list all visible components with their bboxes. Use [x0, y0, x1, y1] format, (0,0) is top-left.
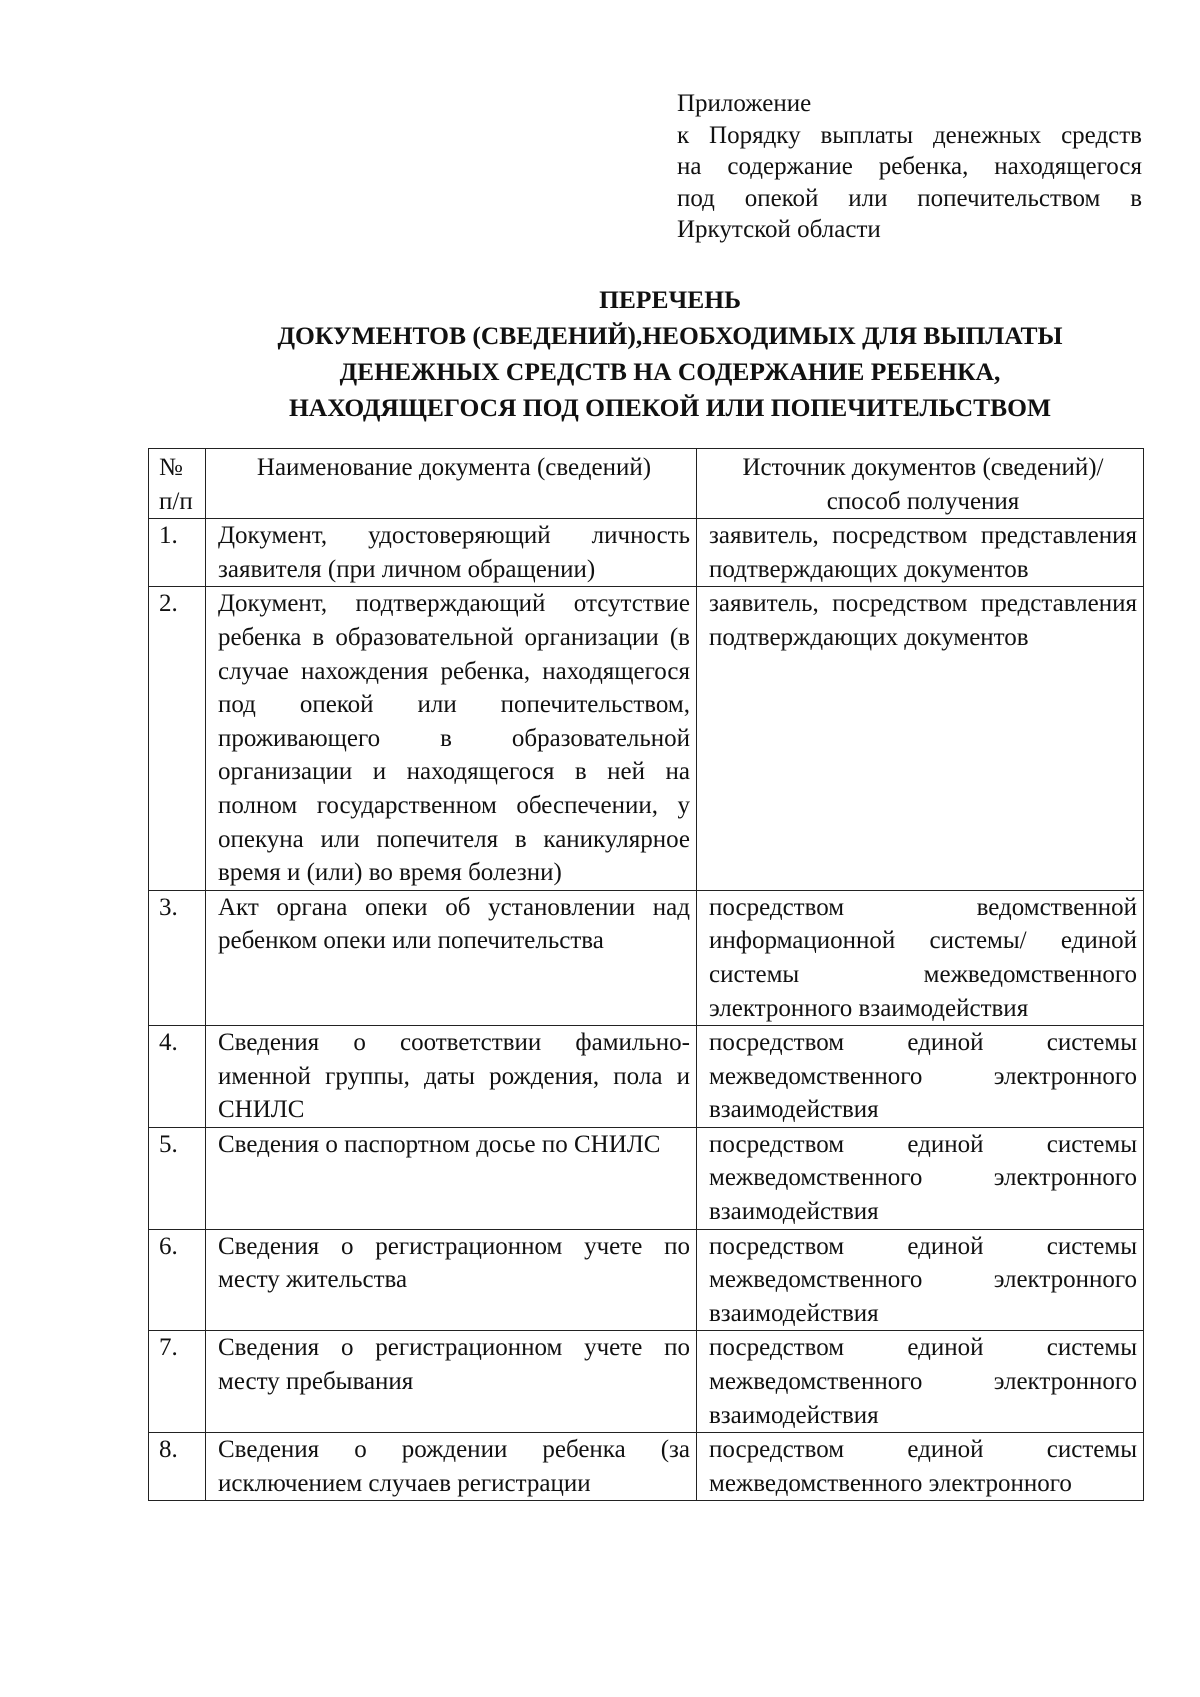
document-title [150, 282, 1190, 426]
table-row [149, 1127, 1144, 1229]
row-source: заявитель, посредством представления подтверждающих документов [697, 519, 1144, 587]
row-num: 3. [149, 890, 206, 1025]
row-num: 1. [149, 519, 206, 587]
row-name: Акт органа опеки об установлении над ребенком опеки или попечительства [206, 890, 697, 1025]
table-row [149, 1331, 1144, 1433]
row-name: Сведения о соответствии фамильно-именной группы, даты рождения, пола и СНИЛС [206, 1026, 697, 1128]
documents-table [148, 448, 1144, 1501]
table-row [149, 519, 1144, 587]
appendix-line: под опекой или попечительством в [677, 184, 1142, 212]
row-name: Сведения о рождении ребенка (за исключением случаев регистрации [206, 1433, 697, 1501]
title-line: НАХОДЯЩЕГОСЯ ПОД ОПЕКОЙ ИЛИ ПОПЕЧИТЕЛЬСТВОМ [288, 393, 1052, 422]
appendix-line: Иркутской области [677, 216, 881, 243]
row-num: 4. [149, 1026, 206, 1128]
row-source: посредством единой системы межведомственного электронного взаимодействия [697, 1229, 1144, 1331]
header-source: Источник документов (сведений)/способ получения [697, 449, 1144, 519]
header-name: Наименование документа (сведений) [206, 449, 697, 519]
row-num: 8. [149, 1433, 206, 1501]
row-name: Сведения о регистрационном учете по месту жительства [206, 1229, 697, 1331]
row-num: 5. [149, 1127, 206, 1229]
row-name: Сведения о регистрационном учете по месту пребывания [206, 1331, 697, 1433]
row-num: 7. [149, 1331, 206, 1433]
title-line: ДЕНЕЖНЫХ СРЕДСТВ НА СОДЕРЖАНИЕ РЕБЕНКА, [339, 357, 1001, 386]
appendix-line: на содержание ребенка, находящегося [677, 153, 1142, 180]
table-row [149, 890, 1144, 1025]
row-source: посредством ведомственной информационной системы/ единой системы межведомственного электронного взаимодействия [697, 890, 1144, 1025]
row-source: посредством единой системы межведомственного электронного [697, 1433, 1144, 1501]
row-source: посредством единой системы межведомственного электронного взаимодействия [697, 1127, 1144, 1229]
row-num: 6. [149, 1229, 206, 1331]
title-line: ДОКУМЕНТОВ (СВЕДЕНИЙ),НЕОБХОДИМЫХ ДЛЯ ВЫПЛАТЫ [277, 321, 1063, 350]
header-num: № п/п [149, 449, 206, 519]
row-name: Сведения о паспортном досье по СНИЛС [206, 1127, 697, 1229]
row-num: 2. [149, 587, 206, 890]
row-source: заявитель, посредством представления подтверждающих документов [697, 587, 1144, 890]
row-source: посредством единой системы межведомственного электронного взаимодействия [697, 1331, 1144, 1433]
row-source: посредством единой системы межведомственного электронного взаимодействия [697, 1026, 1144, 1128]
table-header-row [149, 449, 1144, 519]
appendix-line: Приложение [677, 90, 812, 117]
table-row [149, 587, 1144, 890]
appendix-line: к Порядку выплаты денежных средств [677, 121, 1142, 149]
row-name: Документ, удостоверяющий личность заявителя (при личном обращении) [206, 519, 697, 587]
table-row [149, 1433, 1144, 1501]
title-line: ПЕРЕЧЕНЬ [599, 285, 741, 314]
table-row [149, 1026, 1144, 1128]
table-row [149, 1229, 1144, 1331]
appendix-block [677, 88, 1142, 246]
row-name: Документ, подтверждающий отсутствие ребенка в образовательной организации (в случае нахождения ребенка, находящегося под опекой или попечительством, проживающего в образовательной организации и находящегося в ней на полном государственном обеспечении, у опекуна или попечителя в каникулярное время и (или) во время болезни) [206, 587, 697, 890]
